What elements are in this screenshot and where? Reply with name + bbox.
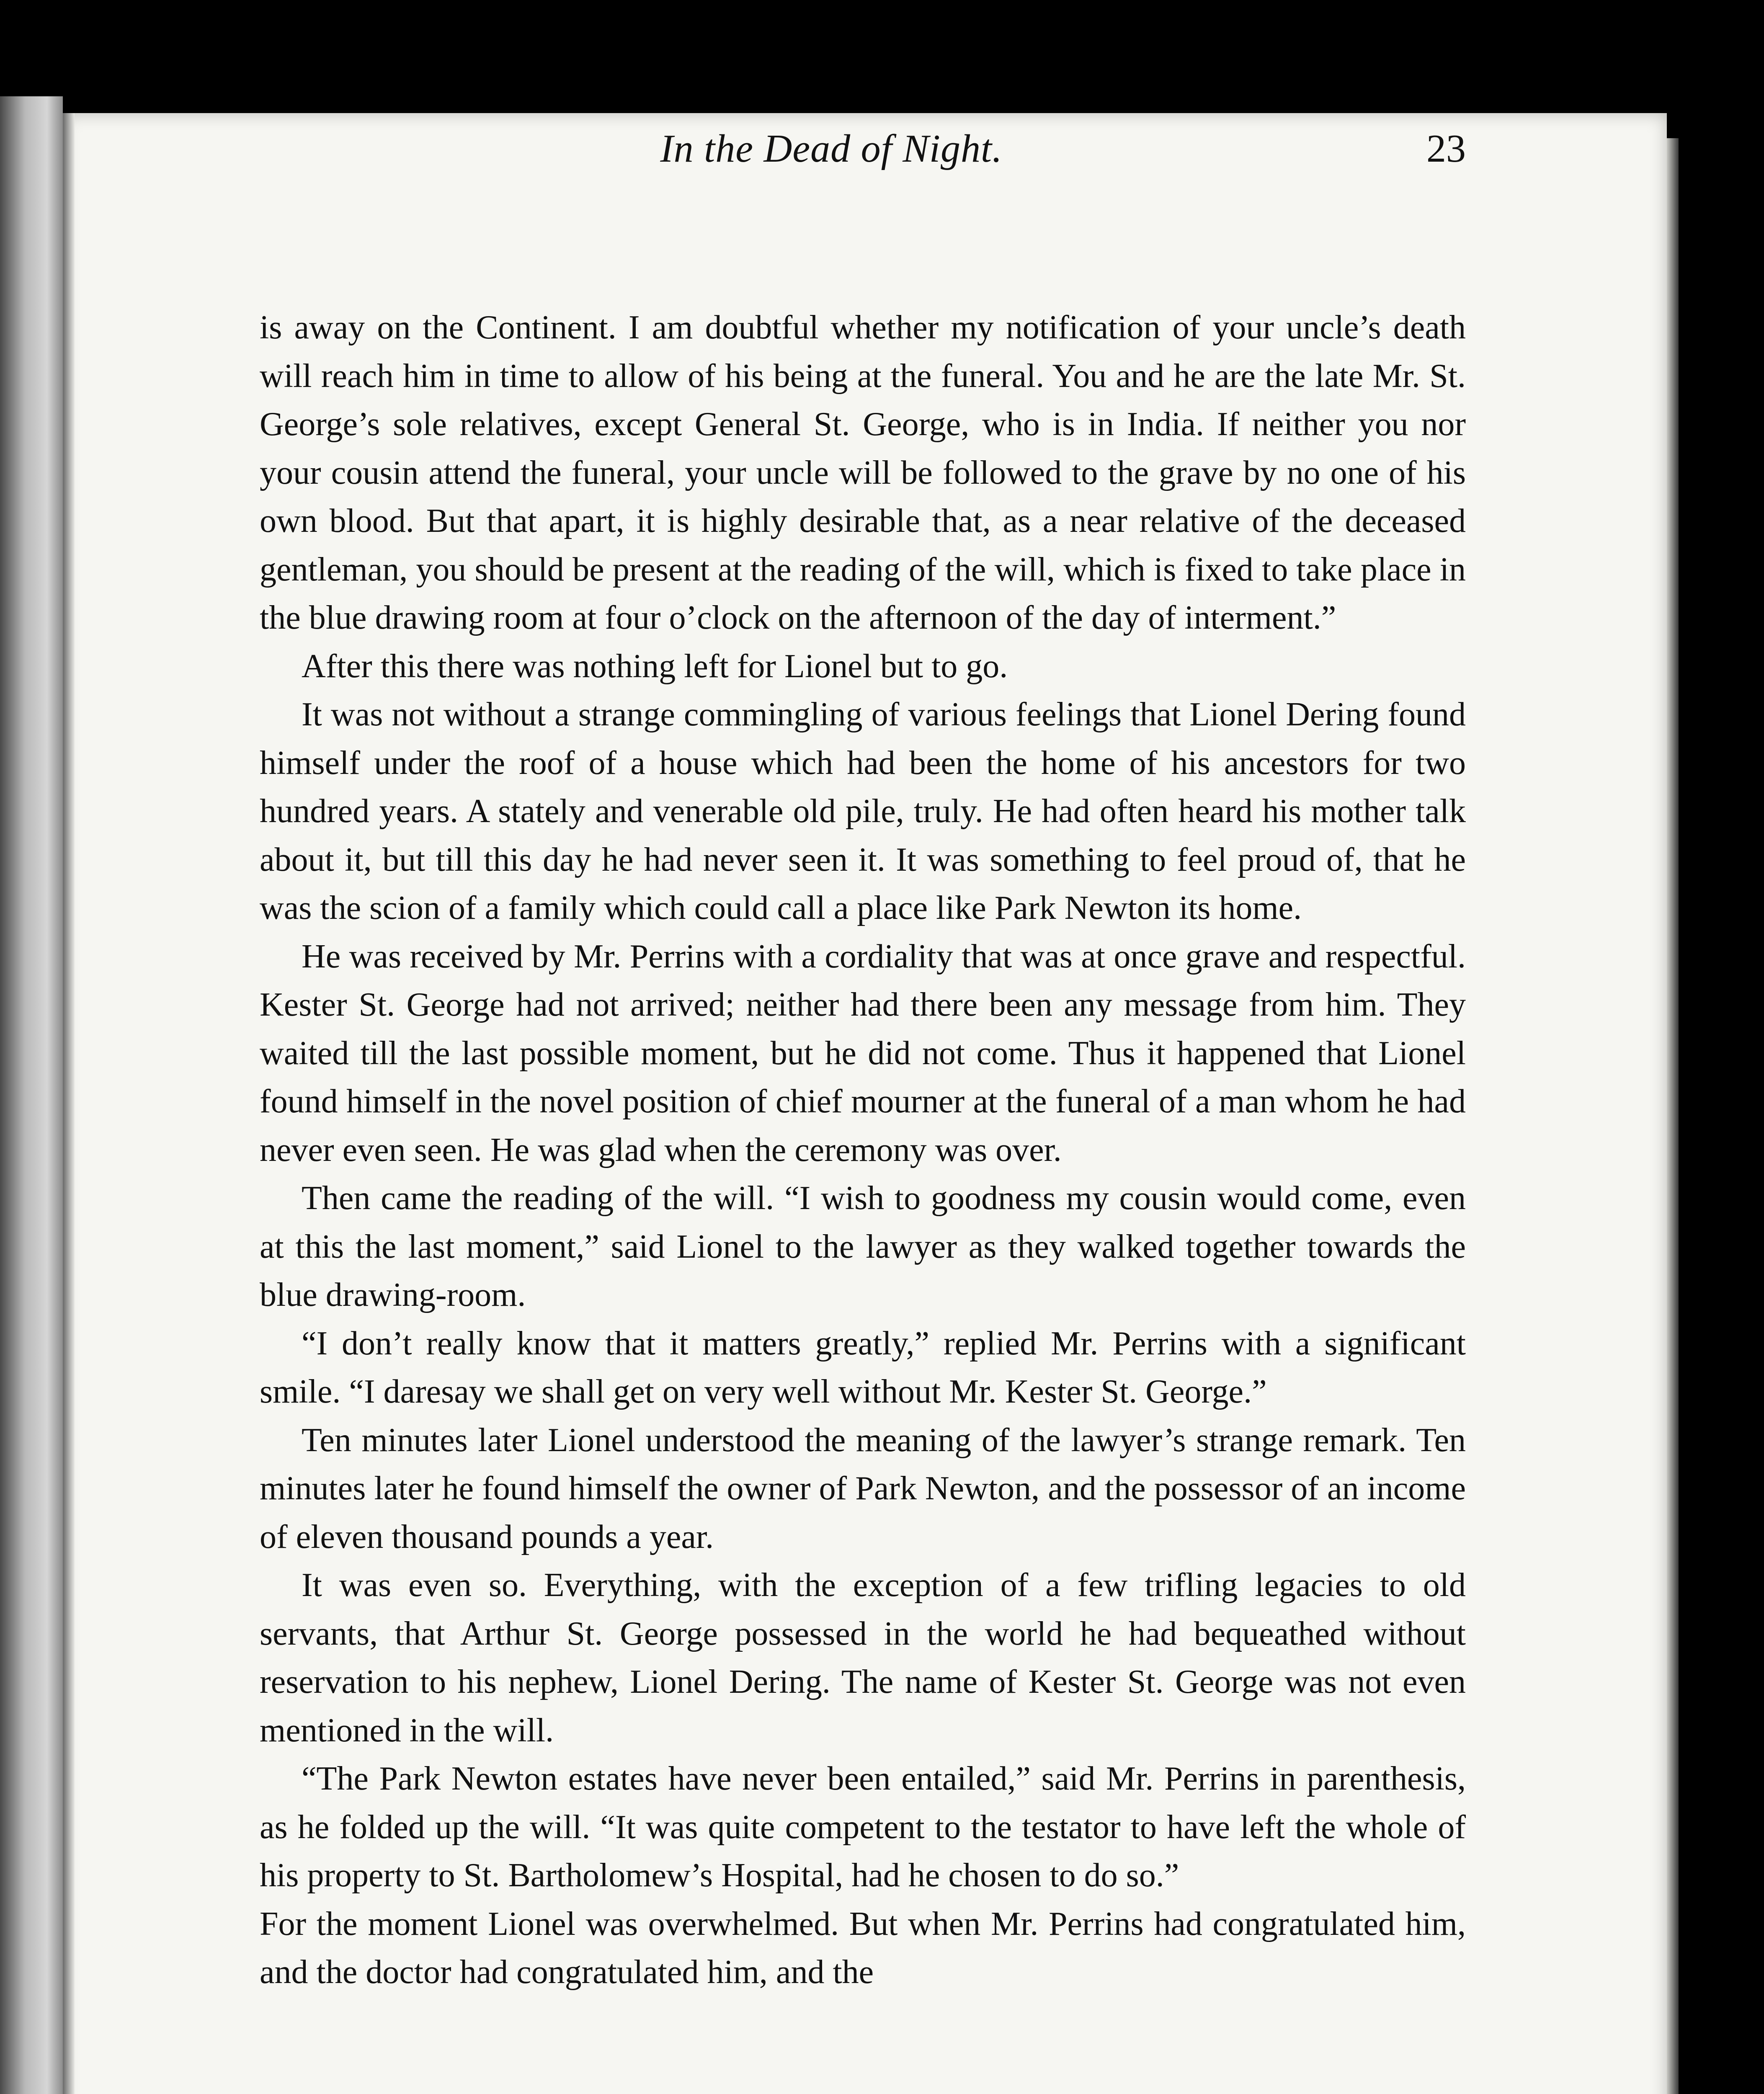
paragraph: is away on the Continent. I am doubtful whether my notification of your uncle’s death will reach him in time to allow of his being at the funeral. You and he are the late Mr. St. George’s sole relatives, except General St. George, who is in India. If neither you nor your cousin attend the funeral, your uncle will be followed to the grave by no one of his own blood. But that apart, it is highly desirable that, as a near relative of the deceased gentleman, you should be present at the reading of the will, which is fixed to take place in the blue drawing room at four o’clock on the afternoon of the day of interment.” [260, 309, 1466, 636]
running-header [197, 115, 1466, 186]
previous-page-edge [0, 96, 63, 2094]
paragraph: For the moment Lionel was overwhelmed. But when Mr. Perrins had congratulated him, and the doctor had congratulated him, and the [260, 1905, 1466, 1991]
body-text [260, 304, 1466, 1997]
paragraph: Then came the reading of the will. “I wish to goodness my cousin would come, even at this the last moment,” said Lionel to the lawyer as they walked together towards the blue drawing-room. [260, 1180, 1466, 1313]
paragraph: “The Park Newton estates have never been entailed,” said Mr. Perrins in parenthesis, as he folded up the will. “It was quite competent to the testator to have left the whole of his property to St. Bartholomew’s Hospital, had he chosen to do so.” [260, 1760, 1466, 1894]
page-number: 23 [1426, 127, 1466, 170]
paragraph: “I don’t really know that it matters greatly,” replied Mr. Perrins with a significant smile. “I daresay we shall get on very well without Mr. Kester St. George.” [260, 1325, 1466, 1410]
paragraph: After this there was nothing left for Lionel but to go. [302, 647, 1008, 685]
paragraph: It was even so. Everything, with the exception of a few trifling legacies to old servants, that Arthur St. George possessed in the world he had bequeathed without reservation to his nephew, Lionel Dering. The name of Kester St. George was not even mentioned in the will. [260, 1567, 1466, 1749]
paragraph: Ten minutes later Lionel understood the meaning of the lawyer’s strange remark. Ten minutes later he found himself the owner of Park Newton, and the possessor of an income of eleven thousand pounds a year. [260, 1421, 1466, 1555]
paragraph: He was received by Mr. Perrins with a cordiality that was at once grave and respectful. Kester St. George had not arrived; neither had there been any message from him. They waited till the last possible moment, but he did not come. Thus it happened that Lionel found himself in the novel position of chief mourner at the funeral of a man whom he had never even seen. He was glad when the ceremony was over. [260, 938, 1466, 1168]
paragraph: It was not without a strange commingling of various feelings that Lionel Dering found himself under the roof of a house which had been the home of his ancestors for two hundred years. A stately and venerable old pile, truly. He had often heard his mother talk about it, but till this day he had never seen it. It was something to feel proud of, that he was the scion of a family which could call a place like Park Newton its home. [260, 696, 1466, 926]
chapter-title: In the Dead of Night. [660, 127, 1003, 170]
